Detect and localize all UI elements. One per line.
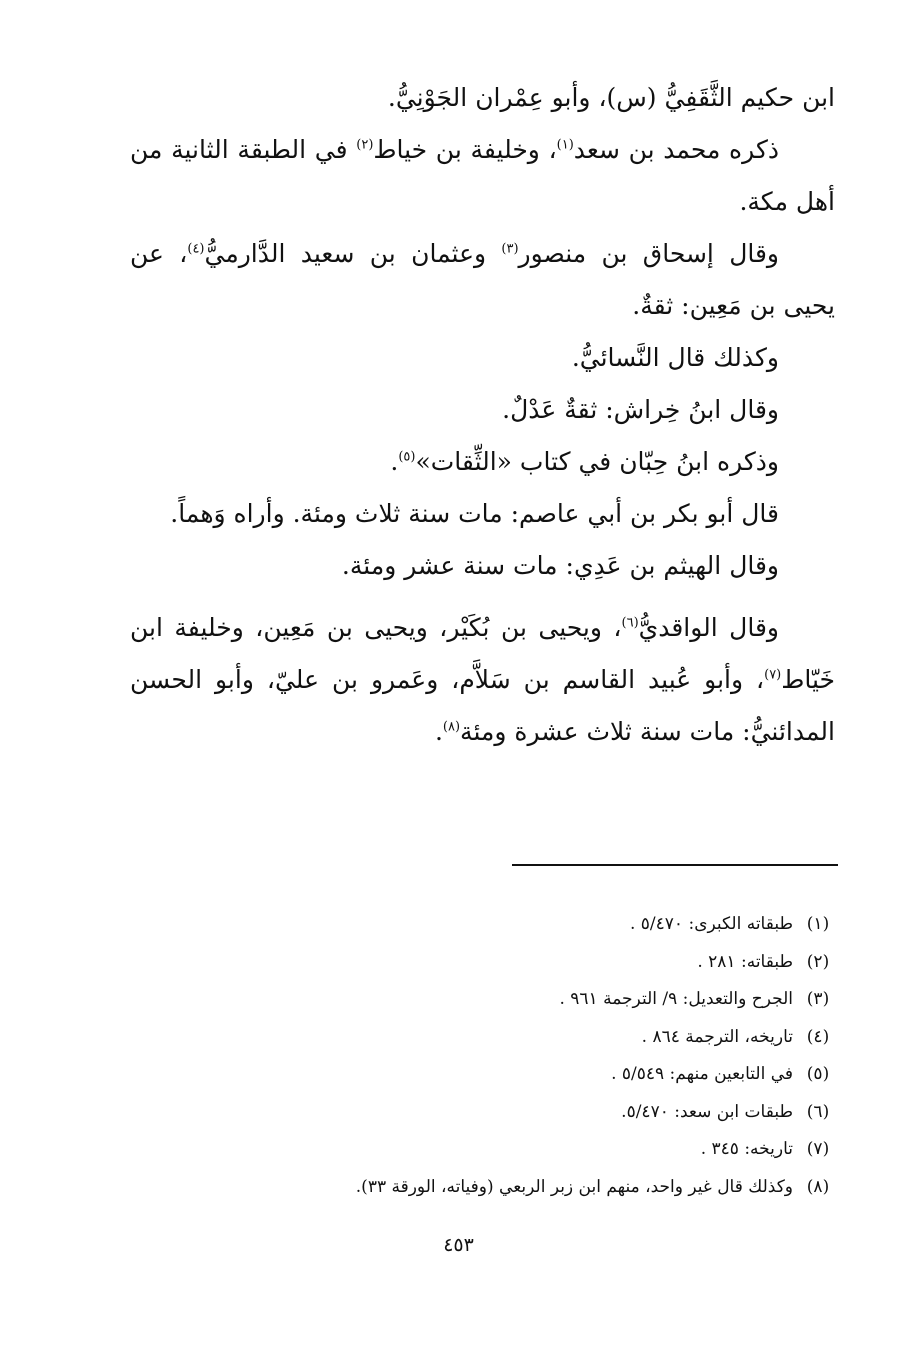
main-text xyxy=(130,72,835,758)
footnote-text: طبقات ابن سعد: ٥/٤٧٠. xyxy=(621,1101,793,1122)
footnote-item xyxy=(130,981,835,1019)
paragraph-1: ابن حكيم الثَّقَفِيُّ (س)، وأبو عِمْران الجَوْنِيُّ. xyxy=(387,83,835,112)
footnote-ref-6[interactable]: (٦) xyxy=(621,615,639,631)
footnotes-list xyxy=(130,906,835,1206)
footnote-number: (٢) xyxy=(806,951,830,972)
footnote-ref-2[interactable]: (٢) xyxy=(356,137,374,153)
footnote-item xyxy=(130,944,835,982)
footnote-number: (١) xyxy=(806,914,830,934)
footnote-ref-8[interactable]: (٨) xyxy=(442,719,461,735)
footnote-number: (٥) xyxy=(806,1064,830,1084)
footnote-separator xyxy=(512,864,838,866)
footnote-ref-1[interactable]: (١) xyxy=(556,137,574,153)
paragraph-3: وقال إسحاق بن منصور$^{(٣)}$ وعثمان بن سعيد الدَّارميُّ$^{(٤)}$، عن يحيى بن مَعِين: ثقةٌ. xyxy=(130,239,835,320)
footnote-item xyxy=(130,1169,835,1207)
footnote-number: (٧) xyxy=(806,1139,830,1159)
footnote-text: طبقاته الكبرى: ٥/٤٧٠ . xyxy=(629,914,793,934)
footnote-text: وكذلك قال غير واحد، منهم ابن زبر الربعي (وفياته، الورقة ٣٣). xyxy=(355,1176,793,1197)
footnote-text: طبقاته: ٢٨١ . xyxy=(697,951,793,972)
paragraph-2: ذكره محمد بن سعد$^{(١)}$، وخليفة بن خياط$^{(٢)}$ في الطبقة الثانية من أهل مكة. xyxy=(130,135,835,216)
footnote-text: الجرح والتعديل: ٩/ الترجمة ٩٦١ . xyxy=(559,989,793,1009)
footnote-text: تاريخه: ٣٤٥ . xyxy=(700,1139,793,1159)
footnote-item xyxy=(130,906,835,944)
footnote-ref-3[interactable]: (٣) xyxy=(501,241,519,257)
footnote-item xyxy=(130,1019,835,1057)
footnote-number: (٨) xyxy=(806,1176,830,1197)
footnote-item xyxy=(130,1131,835,1169)
paragraph-6: وذكره ابنُ حِبّان في كتاب «الثِّقات»$^{(٥)}$. xyxy=(390,447,779,476)
footnote-number: (٤) xyxy=(806,1026,830,1047)
footnote-text: في التابعين منهم: ٥/٥٤٩ . xyxy=(611,1064,793,1084)
paragraph-4: وكذلك قال النَّسائيُّ. xyxy=(571,343,779,372)
paragraph-7: قال أبو بكر بن أبي عاصم: مات سنة ثلاث ومئة. وأراه وَهماً. xyxy=(170,499,779,528)
footnote-number: (٣) xyxy=(806,989,830,1009)
footnote-ref-5[interactable]: (٥) xyxy=(398,449,416,465)
footnote-text: تاريخه، الترجمة ٨٦٤ . xyxy=(641,1026,793,1047)
paragraph-5: وقال ابنُ خِراش: ثقةٌ عَدْلٌ. xyxy=(502,395,779,424)
footnote-ref-4[interactable]: (٤) xyxy=(187,241,205,257)
footnote-item xyxy=(130,1056,835,1094)
footnote-item xyxy=(130,1094,835,1132)
paragraph-9: وقال الواقديُّ$^{(٦)}$، ويحيى بن بُكَيْر، ويحيى بن مَعِين، وخليفة ابن خَيّاط$^{(٧)}$، وأبو عُبيد القاسم بن سَلاَّم، وعَمرو بن عليّ، وأبو الحسن المدائنيُّ: مات سنة ثلاث عشرة ومئة$^{(٨)}$. xyxy=(130,613,835,746)
footnote-number: (٦) xyxy=(806,1101,830,1122)
page-number: ٤٥٣ xyxy=(443,1234,474,1256)
paragraph-8: وقال الهيثم بن عَدِي: مات سنة عشر ومئة. xyxy=(341,551,779,580)
footnote-ref-7[interactable]: (٧) xyxy=(764,667,782,683)
